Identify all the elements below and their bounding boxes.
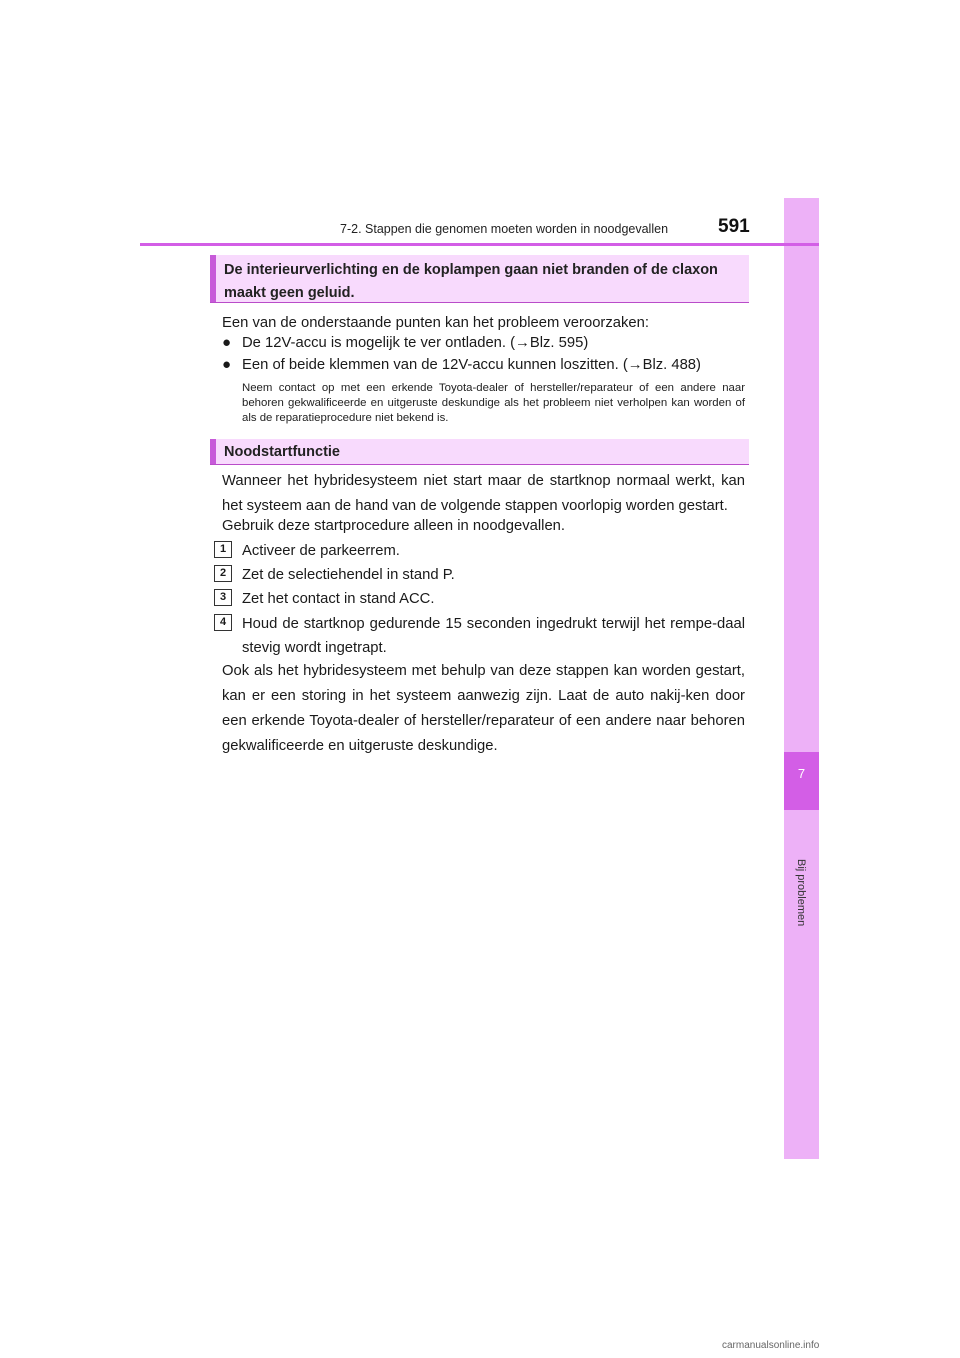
step-item (214, 539, 745, 563)
section-heading-noodstart (210, 439, 749, 465)
bullet-item (222, 354, 752, 376)
step-number-badge: 1 (214, 541, 232, 558)
bullet-text: Een of beide klemmen van de 12V-accu kunnen loszitten. (→Blz. 488) (242, 357, 701, 373)
step-item (214, 612, 745, 660)
chapter-side-tab (784, 198, 819, 1159)
step-item (214, 587, 745, 611)
bullet-dot-icon: ● (222, 334, 232, 351)
bullet-dot-icon: ● (222, 356, 232, 373)
step-text: Zet het contact in stand ACC. (242, 591, 435, 607)
step-text: Houd de startknop gedurende 15 seconden ingedrukt terwijl het rempe-daal stevig wordt ingetrapt. (242, 616, 745, 656)
step-number-badge: 4 (214, 614, 232, 631)
section2-closing: Ook als het hybridesysteem met behulp van deze stappen kan worden gestart, kan er een storing in het systeem aanwezig zijn. Laat de auto nakij-ken door een erkende Toyota-dealer of hersteller/reparateur of een andere naar behoren gekwalificeerde en uitgeruste deskundige. (222, 663, 745, 754)
chapter-number: 7 (797, 766, 806, 781)
bullet-item (222, 332, 752, 354)
step-text: Zet de selectiehendel in stand P. (242, 567, 455, 583)
heading-accent-bar (210, 439, 216, 464)
section-title: De interieurverlichting en de koplampen gaan niet branden of de claxon maakt geen geluid. (224, 262, 718, 301)
header-rule (140, 243, 819, 246)
step-item (214, 563, 745, 587)
watermark-text: carmanualsonline.info (722, 1340, 820, 1351)
running-header: 7-2. Stappen die genomen moeten worden in noodgevallen (340, 222, 669, 236)
heading-accent-bar (210, 255, 216, 302)
section1-note: Neem contact op met een erkende Toyota-dealer of hersteller/reparateur of een andere naar behoren gekwalificeerde en uitgeruste deskundige als het probleem niet verholpen kan worden of als de reparatieprocedure niet bekend is. (242, 382, 745, 424)
step-number-badge: 3 (214, 589, 232, 606)
chapter-marker (784, 752, 819, 810)
section2-intro: Wanneer het hybridesysteem niet start maar de startknop normaal werkt, kan het systeem aan de hand van de volgende stappen voorlopig worden gestart. (222, 473, 745, 514)
section-title: Noodstartfunctie (224, 444, 340, 460)
section-heading-lighting (210, 255, 749, 303)
bullet-text: De 12V-accu is mogelijk te ver ontladen. (→Blz. 595) (242, 335, 589, 351)
chapter-title: Bij problemen (795, 859, 807, 927)
step-number-badge: 2 (214, 565, 232, 582)
page-number: 591 (718, 216, 750, 237)
section2-instruction: Gebruik deze startprocedure alleen in noodgevallen. (222, 518, 566, 534)
section1-intro: Een van de onderstaande punten kan het probleem veroorzaken: (222, 315, 649, 331)
step-text: Activeer de parkeerrem. (242, 543, 400, 559)
